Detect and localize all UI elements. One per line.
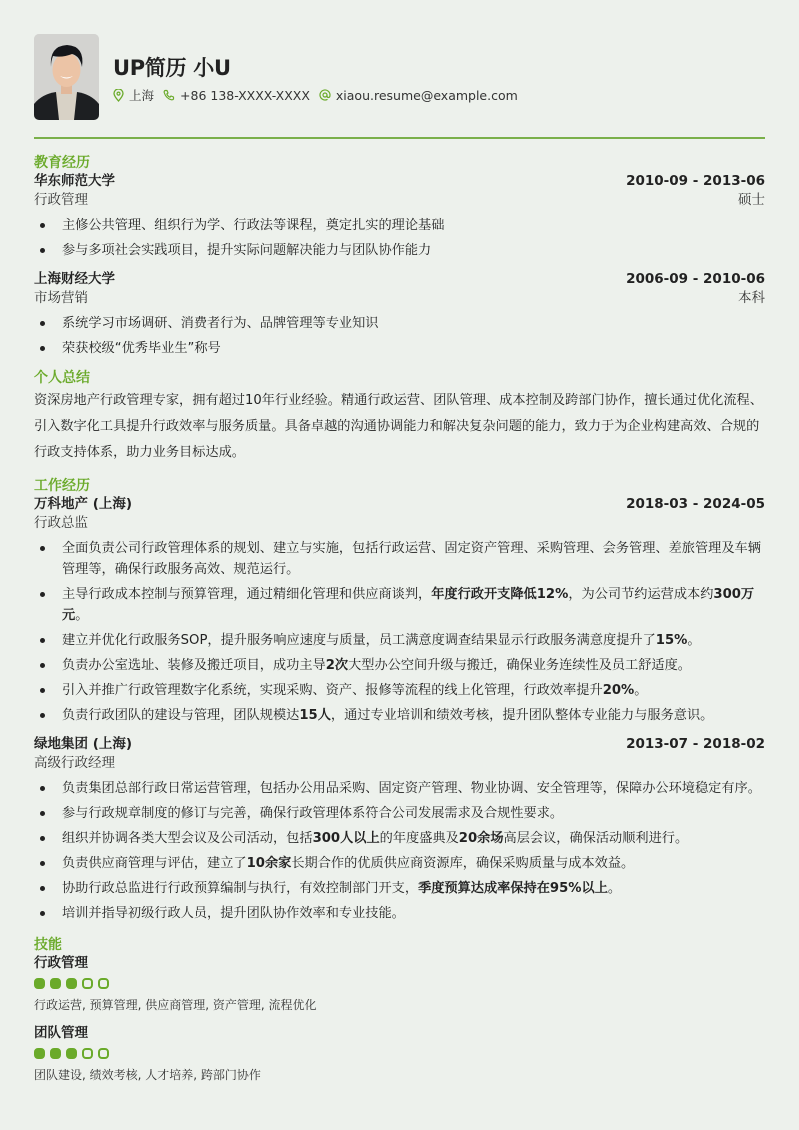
bullet-item: 负责行政团队的建设与管理，团队规模达15人，通过专业培训和绩效考核，提升团队整体专业能力与服务意识。 [34,705,765,726]
header-divider [34,137,765,139]
level-dot-filled-icon [50,978,61,989]
skill-level-dots [34,1048,765,1060]
bullet-item: 全面负责公司行政管理体系的规划、建立与实施，包括行政运营、固定资产管理、采购管理、会务管理、差旅管理及车辆管理等，确保行政服务高效、规范运行。 [34,538,765,580]
bullet-item: 培训并指导初级行政人员，提升团队协作效率和专业技能。 [34,903,765,924]
skill-tags: 团队建设, 绩效考核, 人才培养, 跨部门协作 [34,1068,261,1082]
bullet-item: 荣获校级“优秀毕业生”称号 [34,338,765,359]
contact-email[interactable] [319,88,518,103]
company-name: 绿地集团 (上海) [34,736,133,752]
bullet-item: 负责集团总部行政日常运营管理，包括办公用品采购、固定资产管理、物业协调、安全管理等，保障办公环境稳定有序。 [34,778,765,799]
level-dot-empty-icon [82,1048,93,1059]
education-entry [34,172,765,261]
skill-name: 行政管理 [34,955,88,971]
skill-item [34,954,765,1014]
avatar [34,34,99,120]
work-dates: 2018-03 - 2024-05 [626,496,765,512]
company-name: 万科地产 (上海) [34,496,133,512]
section-title-summary: 个人总结 [34,370,90,386]
bullet-item: 建立并优化行政服务SOP，提升服务响应速度与质量，员工满意度调查结果显示行政服务满意度提升了15%。 [34,630,765,651]
bullet-item: 参与多项社会实践项目，提升实际问题解决能力与团队协作能力 [34,240,765,261]
phone-icon [163,89,175,101]
work-dates: 2013-07 - 2018-02 [626,736,765,752]
avatar-photo-icon [34,34,99,120]
summary-text: 资深房地产行政管理专家，拥有超过10年行业经验。精通行政运营、团队管理、成本控制及跨部门协作，擅长通过优化流程、引入数字化工具提升行政效率与服务质量。具备卓越的沟通协调能力和解决复杂问题的能力，致力于为企业构建高效、合规的行政支持体系，助力业务目标达成。 [34,393,763,460]
bullet-item: 参与行政规章制度的修订与完善，确保行政管理体系符合公司发展需求及合规性要求。 [34,803,765,824]
major: 市场营销 [34,290,88,306]
job-role: 行政总监 [34,515,88,531]
skill-tags: 行政运营, 预算管理, 供应商管理, 资产管理, 流程优化 [34,998,317,1012]
bullet-item: 组织并协调各类大型会议及公司活动，包括300人以上的年度盛典及20余场高层会议，确保活动顺利进行。 [34,828,765,849]
email-text[interactable]: xiaou.resume@example.com [335,87,518,103]
work-section [34,477,765,924]
work-entry [34,735,765,924]
school-name: 华东师范大学 [34,173,115,189]
bullet-item: 负责办公室选址、装修及搬迁项目，成功主导2次大型办公空间升级与搬迁，确保业务连续性及员工舒适度。 [34,655,765,676]
contact-phone [163,88,310,103]
education-bullets [34,215,765,261]
level-dot-empty-icon [82,978,93,989]
section-title-work: 工作经历 [34,478,90,494]
map-pin-icon [113,89,124,102]
skill-item [34,1024,765,1084]
contact-info [113,86,527,104]
work-bullets [34,538,765,726]
section-title-skills: 技能 [34,937,62,953]
education-entry [34,270,765,359]
level-dot-empty-icon [98,1048,109,1059]
bullet-item: 协助行政总监进行行政预算编制与执行，有效控制部门开支，季度预算达成率保持在95%以上。 [34,878,765,899]
education-dates: 2010-09 - 2013-06 [626,173,765,189]
at-icon [319,89,331,101]
bullet-item: 引入并推广行政管理数字化系统，实现采购、资产、报修等流程的线上化管理，行政效率提升20%。 [34,680,765,701]
skill-name: 团队管理 [34,1025,88,1041]
school-name: 上海财经大学 [34,271,115,287]
bullet-item: 系统学习市场调研、消费者行为、品牌管理等专业知识 [34,313,765,334]
job-role: 高级行政经理 [34,755,115,771]
level-dot-filled-icon [34,1048,45,1059]
education-dates: 2006-09 - 2010-06 [626,271,765,287]
degree: 硕士 [738,192,765,208]
degree: 本科 [738,290,765,306]
summary-section [34,369,765,466]
work-entry [34,495,765,726]
level-dot-filled-icon [50,1048,61,1059]
skill-level-dots [34,978,765,990]
level-dot-filled-icon [34,978,45,989]
bullet-item: 负责供应商管理与评估，建立了10余家长期合作的优质供应商资源库，确保采购质量与成本效益。 [34,853,765,874]
resume-header [34,0,765,138]
phone-text: +86 138-XXXX-XXXX [180,87,310,103]
major: 行政管理 [34,192,88,208]
location-text: 上海 [129,88,155,103]
candidate-name: UP简历 小U [113,56,231,80]
education-bullets [34,313,765,359]
section-title-education: 教育经历 [34,155,90,171]
bullet-item: 主修公共管理、组织行为学、行政法等课程，奠定扎实的理论基础 [34,215,765,236]
contact-location [113,86,154,104]
work-bullets [34,778,765,924]
bullet-item: 主导行政成本控制与预算管理，通过精细化管理和供应商谈判，年度行政开支降低12%，为公司节约运营成本约300万元。 [34,584,765,626]
skills-section [34,936,765,1084]
level-dot-empty-icon [98,978,109,989]
education-section [34,154,765,359]
level-dot-filled-icon [66,1048,77,1059]
level-dot-filled-icon [66,978,77,989]
